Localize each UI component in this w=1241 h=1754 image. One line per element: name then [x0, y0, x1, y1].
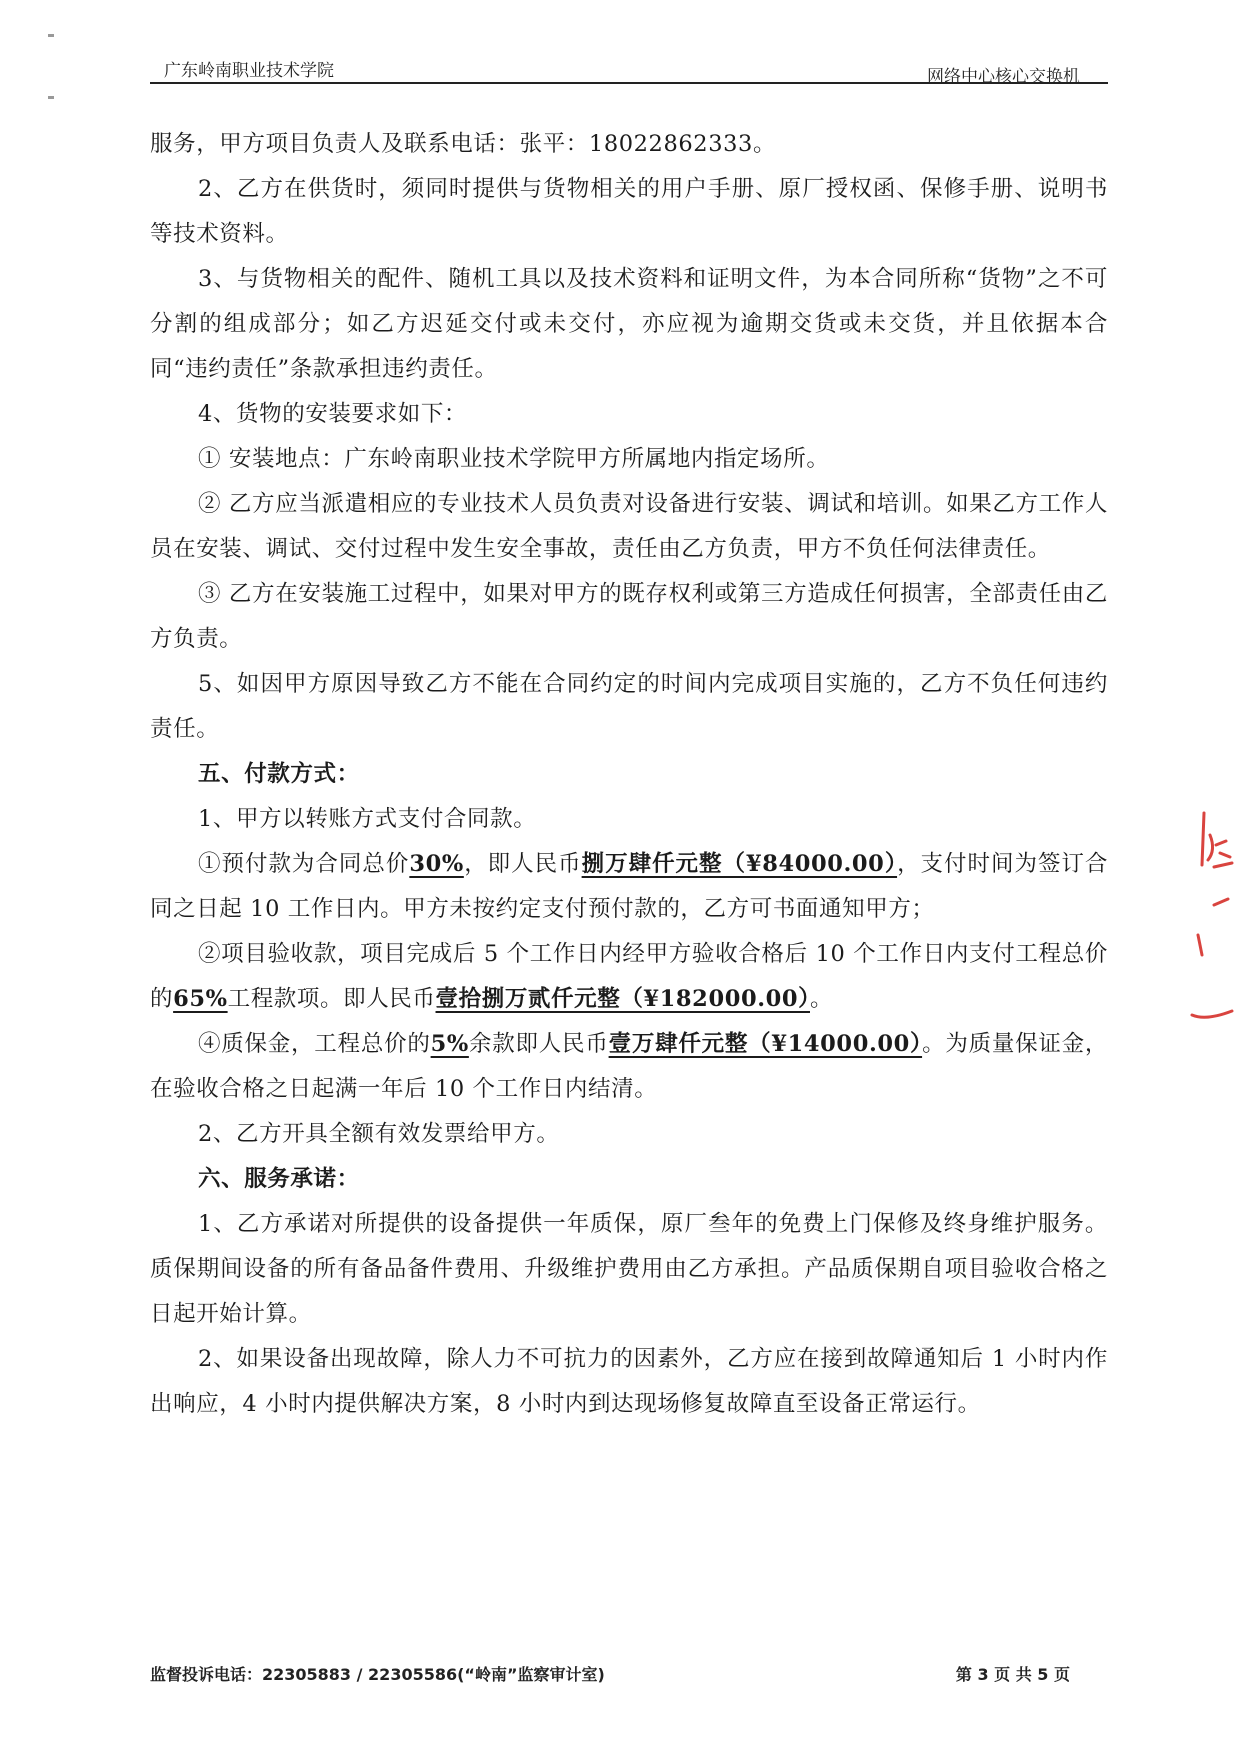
- text: 。: [810, 986, 834, 1012]
- paragraph: ② 乙方应当派遣相应的专业技术人员负责对设备进行安装、调试和培训。如果乙方工作人员在安装、调试、交付过程中发生安全事故，责任由乙方负责，甲方不负任何法律责任。: [150, 491, 1108, 562]
- text: 余款即人民币: [468, 1031, 609, 1057]
- scan-mark: [48, 96, 54, 99]
- seal-stamp-fragment: [1186, 805, 1236, 1035]
- text: 工程款项。即人民币: [227, 986, 436, 1012]
- acceptance-percent: 65%: [173, 986, 228, 1012]
- paragraph: 5、如因甲方原因导致乙方不能在合同约定的时间内完成项目实施的，乙方不负任何违约责任。: [150, 671, 1108, 742]
- scan-mark: [48, 34, 54, 37]
- paragraph: 1、甲方以转账方式支付合同款。: [198, 806, 537, 832]
- acceptance-amount: 壹拾捌万贰仟元整（¥182000.00）: [435, 986, 810, 1012]
- document-body: [150, 122, 1108, 1427]
- paragraph: ① 安装地点：广东岭南职业技术学院甲方所属地内指定场所。: [198, 446, 830, 472]
- section-heading-payment: 五、付款方式：: [198, 761, 360, 787]
- payment-acceptance: [150, 932, 1108, 1022]
- text: ，支付时间为签订合同之日起 10 工作日内。甲方未按约定支付预付款的，乙方可书面通知甲方；: [150, 851, 1108, 922]
- paragraph: 服务，甲方项目负责人及联系电话：张平：18022862333。: [150, 131, 777, 157]
- paragraph: ③ 乙方在安装施工过程中，如果对甲方的既存权利或第三方造成任何损害，全部责任由乙方负责。: [150, 581, 1108, 652]
- payment-retention: [150, 1022, 1108, 1112]
- paragraph: 2、乙方开具全额有效发票给甲方。: [198, 1121, 560, 1147]
- text: ②项目验收款，项目完成后 5 个工作日内经甲方验收合格后 10 个工作日内支付工程总价的: [150, 941, 1108, 1012]
- footer-page-number: 第 3 页 共 5 页: [955, 1665, 1070, 1684]
- paragraph: 2、如果设备出现故障，除人力不可抗力的因素外，乙方应在接到故障通知后 1 小时内作出响应，4 小时内提供解决方案，8 小时内到达现场修复故障直至设备正常运行。: [150, 1346, 1108, 1417]
- page-footer: [150, 1662, 1070, 1686]
- retention-amount: 壹万肆仟元整（¥14000.00）: [608, 1031, 923, 1057]
- text: ，即人民币: [463, 851, 582, 877]
- page-header: [150, 54, 1108, 87]
- paragraph: 3、与货物相关的配件、随机工具以及技术资料和证明文件，为本合同所称“货物”之不可分割的组成部分；如乙方迟延交付或未交付，亦应视为逾期交货或未交货，并且依据本合同“违约责任”条款承担违约责任。: [150, 266, 1108, 382]
- text: ①预付款为合同总价: [198, 851, 410, 877]
- header-institution: 广东岭南职业技术学院: [164, 61, 334, 81]
- advance-amount: 捌万肆仟元整（¥84000.00）: [581, 851, 898, 877]
- paragraph: 4、货物的安装要求如下：: [198, 401, 468, 427]
- paragraph: 1、乙方承诺对所提供的设备提供一年质保，原厂叁年的免费上门保修及终身维护服务。质保期间设备的所有备品备件费用、升级维护费用由乙方承担。产品质保期自项目验收合格之日起开始计算。: [150, 1211, 1108, 1327]
- section-heading-service: 六、服务承诺：: [198, 1166, 360, 1192]
- header-project: 网络中心核心交换机: [927, 67, 1080, 87]
- text: 。为质量保证金，在验收合格之日起满一年后 10 个工作日内结清。: [150, 1031, 1108, 1102]
- paragraph: 2、乙方在供货时，须同时提供与货物相关的用户手册、原厂授权函、保修手册、说明书等技术资料。: [150, 176, 1108, 247]
- footer-complaint-phone: 监督投诉电话：22305883 / 22305586(“岭南”监察审计室): [150, 1665, 605, 1684]
- advance-percent: 30%: [409, 851, 464, 877]
- text: ④质保金，工程总价的: [198, 1031, 431, 1057]
- payment-advance: [150, 842, 1108, 932]
- retention-percent: 5%: [430, 1031, 469, 1057]
